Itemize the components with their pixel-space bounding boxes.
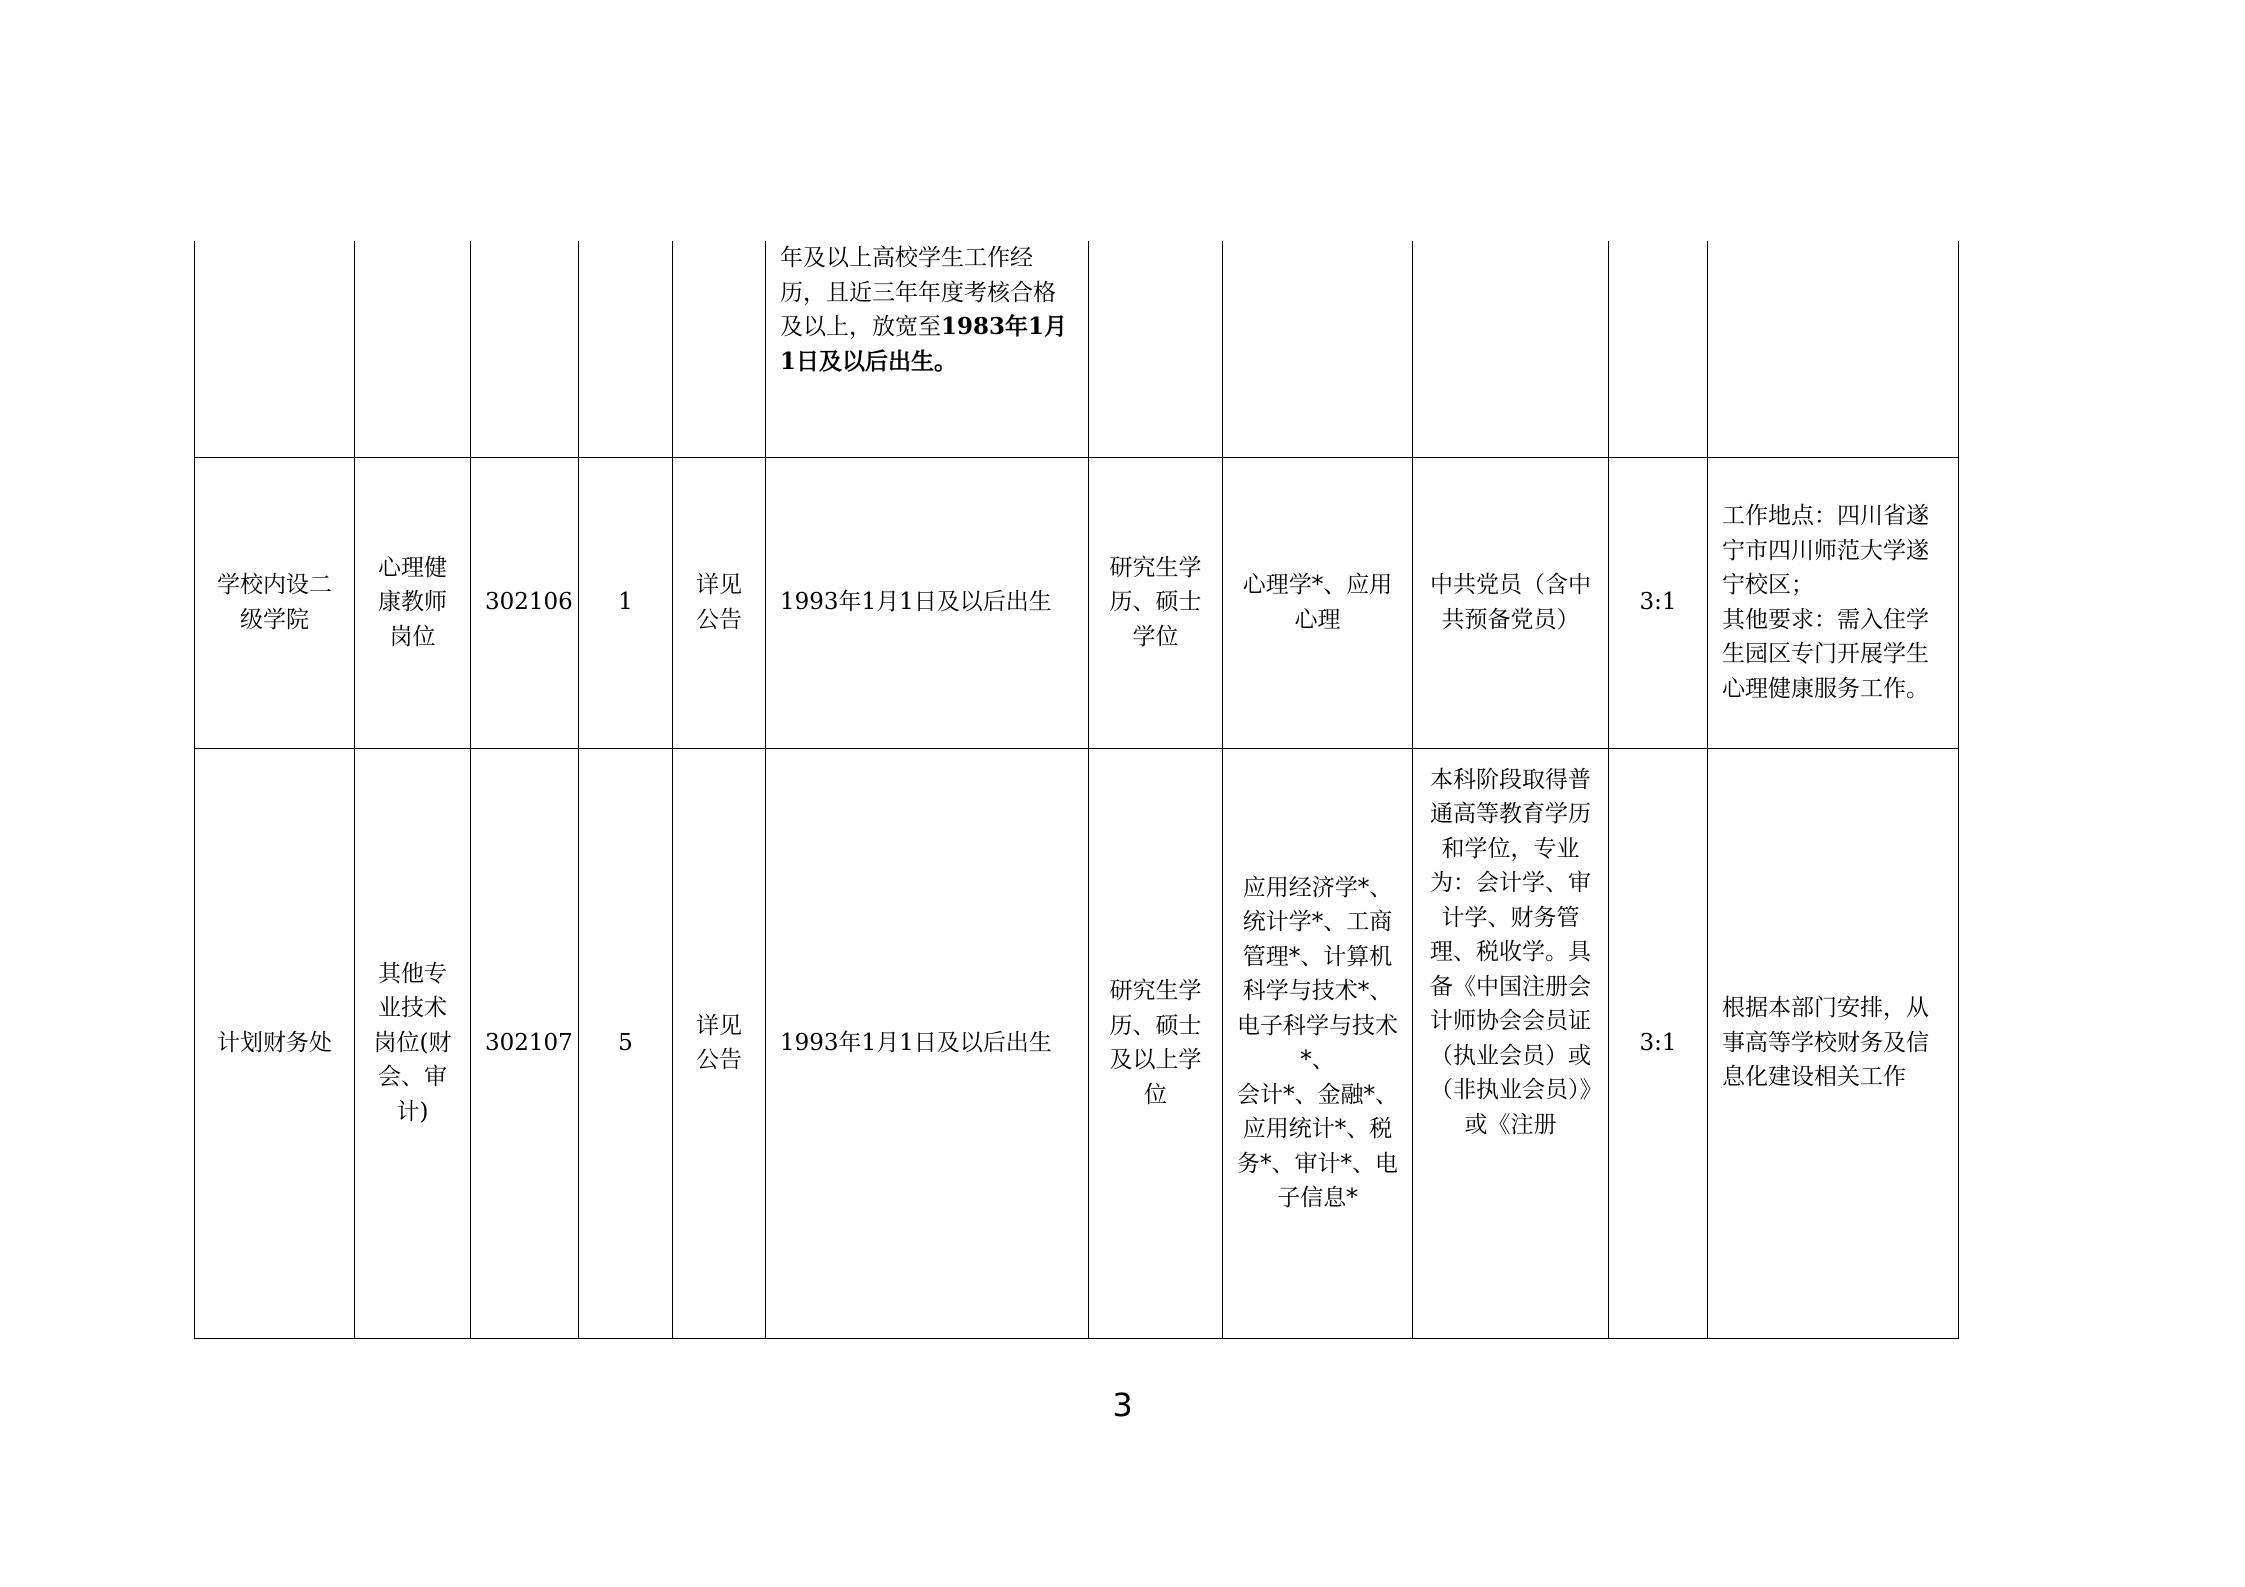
cell-major: 应用经济学*、统计学*、工商管理*、计算机科学与技术*、电子科学与技术*、 会计*、金融*、应用统计*、税务*、审计*、电子信息*: [1223, 748, 1413, 1338]
cell-empty: [579, 241, 673, 457]
text-bold: 1983年1月: [941, 313, 1068, 340]
text-line: 历，且近三年年度考核合格: [780, 279, 1056, 306]
text-bold: 1日及以后出生。: [780, 347, 958, 375]
text-line: 及以上，放宽至: [780, 314, 941, 340]
cell-empty: [1089, 241, 1223, 457]
cell-birth-requirement: 1993年1月1日及以后出生: [766, 457, 1089, 748]
page-number: 3: [1112, 1386, 1133, 1424]
cell-empty: [1609, 241, 1708, 457]
cell-ratio: 3:1: [1609, 748, 1708, 1338]
cell-recruit-count: 5: [579, 748, 673, 1338]
cell-empty: [673, 241, 766, 457]
table-row-psych: [195, 457, 1959, 748]
recruitment-table: [194, 241, 1959, 1339]
cell-position-code: 302107: [471, 748, 579, 1338]
cell-other-conditions: 本科阶段取得普通高等教育学历和学位，专业为：会计学、审计学、财务管理、税收学。具备《中国注册会计师协会会员证（执业会员）或（非执业会员）》或《注册: [1413, 748, 1609, 1338]
text-line: 年及以上高校学生工作经: [780, 245, 1033, 271]
cell-empty: [195, 241, 355, 457]
cell-department: 学校内设二级学院: [195, 457, 355, 748]
cell-position: 心理健康教师岗位: [355, 457, 471, 748]
cell-politics: 中共党员（含中共预备党员）: [1413, 457, 1609, 748]
cell-degree: 研究生学历、硕士及以上学位: [1089, 748, 1223, 1338]
cell-empty: [355, 241, 471, 457]
cell-notes: 根据本部门安排，从事高等学校财务及信息化建设相关工作: [1708, 748, 1959, 1338]
cell-department: 计划财务处: [195, 748, 355, 1338]
cell-ratio: 3:1: [1609, 457, 1708, 748]
cell-notes: 工作地点：四川省遂宁市四川师范大学遂宁校区； 其他要求：需入住学生园区专门开展学生心理健康服务工作。: [1708, 457, 1959, 748]
cell-recruit-count: 1: [579, 457, 673, 748]
cell-major: 心理学*、应用心理: [1223, 457, 1413, 748]
cell-age-requirement-continued: [766, 241, 1089, 457]
cell-birth-requirement: 1993年1月1日及以后出生: [766, 748, 1089, 1338]
cell-empty: [471, 241, 579, 457]
cell-recruit-target: 详见公告: [673, 457, 766, 748]
cell-degree: 研究生学历、硕士学位: [1089, 457, 1223, 748]
table-row-continued: [195, 241, 1959, 457]
cell-empty: [1413, 241, 1609, 457]
cell-empty: [1223, 241, 1413, 457]
cell-position-code: 302106: [471, 457, 579, 748]
table-row-finance: [195, 748, 1959, 1338]
cell-position: 其他专业技术岗位(财会、审计): [355, 748, 471, 1338]
cell-empty: [1708, 241, 1959, 457]
cell-recruit-target: 详见公告: [673, 748, 766, 1338]
